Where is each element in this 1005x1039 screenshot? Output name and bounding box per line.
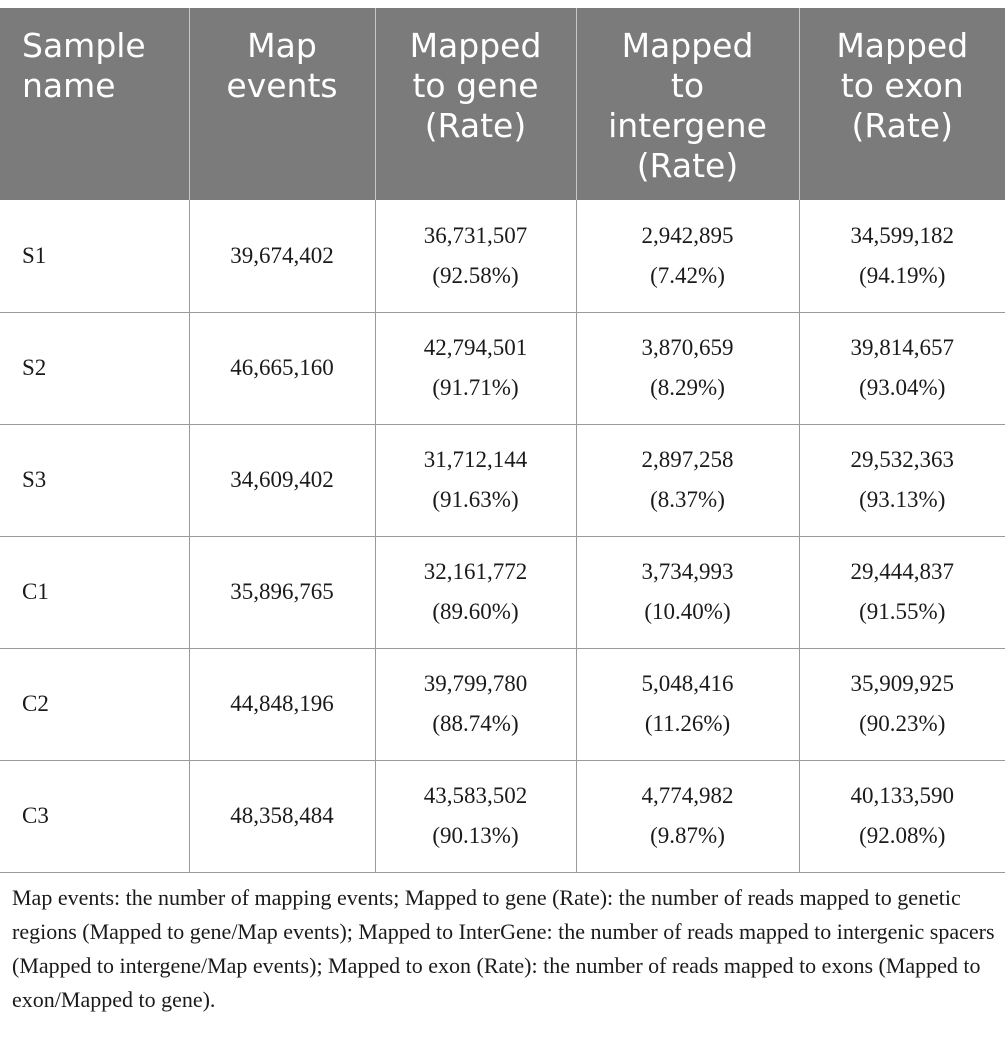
mapped-to-exon-cell: 29,532,363 (93.13%) xyxy=(799,424,1005,536)
header-mapped-to-gene: Mapped to gene (Rate) xyxy=(375,8,576,200)
mapped-to-gene-cell: 31,712,144 (91.63%) xyxy=(375,424,576,536)
sample-name-cell: S2 xyxy=(0,312,189,424)
sample-name-cell: C3 xyxy=(0,760,189,872)
data-table xyxy=(0,8,1005,873)
mapped-to-intergene-cell: 2,897,258 (8.37%) xyxy=(576,424,799,536)
mapped-to-gene-cell: 42,794,501 (91.71%) xyxy=(375,312,576,424)
mapped-to-exon-cell: 35,909,925 (90.23%) xyxy=(799,648,1005,760)
mapped-to-intergene-cell: 2,942,895 (7.42%) xyxy=(576,200,799,312)
header-sample-name: Sample name xyxy=(0,8,189,200)
mapped-to-intergene-cell: 4,774,982 (9.87%) xyxy=(576,760,799,872)
sample-name-cell: S1 xyxy=(0,200,189,312)
mapped-to-gene-cell: 43,583,502 (90.13%) xyxy=(375,760,576,872)
map-events-cell: 46,665,160 xyxy=(189,312,375,424)
mapped-to-intergene-cell: 3,870,659 (8.29%) xyxy=(576,312,799,424)
mapped-to-exon-cell: 29,444,837 (91.55%) xyxy=(799,536,1005,648)
mapped-to-intergene-cell: 5,048,416 (11.26%) xyxy=(576,648,799,760)
table-row xyxy=(0,200,1005,312)
map-events-cell: 34,609,402 xyxy=(189,424,375,536)
header-mapped-to-exon: Mapped to exon (Rate) xyxy=(799,8,1005,200)
table-row xyxy=(0,536,1005,648)
mapped-to-exon-cell: 40,133,590 (92.08%) xyxy=(799,760,1005,872)
table-row xyxy=(0,312,1005,424)
sample-name-cell: C1 xyxy=(0,536,189,648)
map-events-cell: 44,848,196 xyxy=(189,648,375,760)
mapped-to-exon-cell: 39,814,657 (93.04%) xyxy=(799,312,1005,424)
mapped-to-gene-cell: 32,161,772 (89.60%) xyxy=(375,536,576,648)
header-map-events: Map events xyxy=(189,8,375,200)
table-footnote: Map events: the number of mapping events; Mapped to gene (Rate): the number of reads mapped to genetic regions (Mapped to gene/Map events); Mapped to InterGene: the number of reads mapped to intergenic spacers (Mapped to intergene/Map events); Mapped to exon (Rate): the number of reads mapped to exons (Mapped to exon/Mapped to gene). xyxy=(12,885,995,1012)
table-row xyxy=(0,424,1005,536)
map-events-cell: 35,896,765 xyxy=(189,536,375,648)
map-events-cell: 39,674,402 xyxy=(189,200,375,312)
sample-name-cell: C2 xyxy=(0,648,189,760)
mapped-to-gene-cell: 39,799,780 (88.74%) xyxy=(375,648,576,760)
table-row xyxy=(0,760,1005,872)
table-row xyxy=(0,648,1005,760)
mapped-to-exon-cell: 34,599,182 (94.19%) xyxy=(799,200,1005,312)
header-mapped-to-intergene: Mapped to intergene (Rate) xyxy=(576,8,799,200)
mapped-to-intergene-cell: 3,734,993 (10.40%) xyxy=(576,536,799,648)
mapped-to-gene-cell: 36,731,507 (92.58%) xyxy=(375,200,576,312)
map-events-cell: 48,358,484 xyxy=(189,760,375,872)
sample-name-cell: S3 xyxy=(0,424,189,536)
header-row xyxy=(0,8,1005,200)
